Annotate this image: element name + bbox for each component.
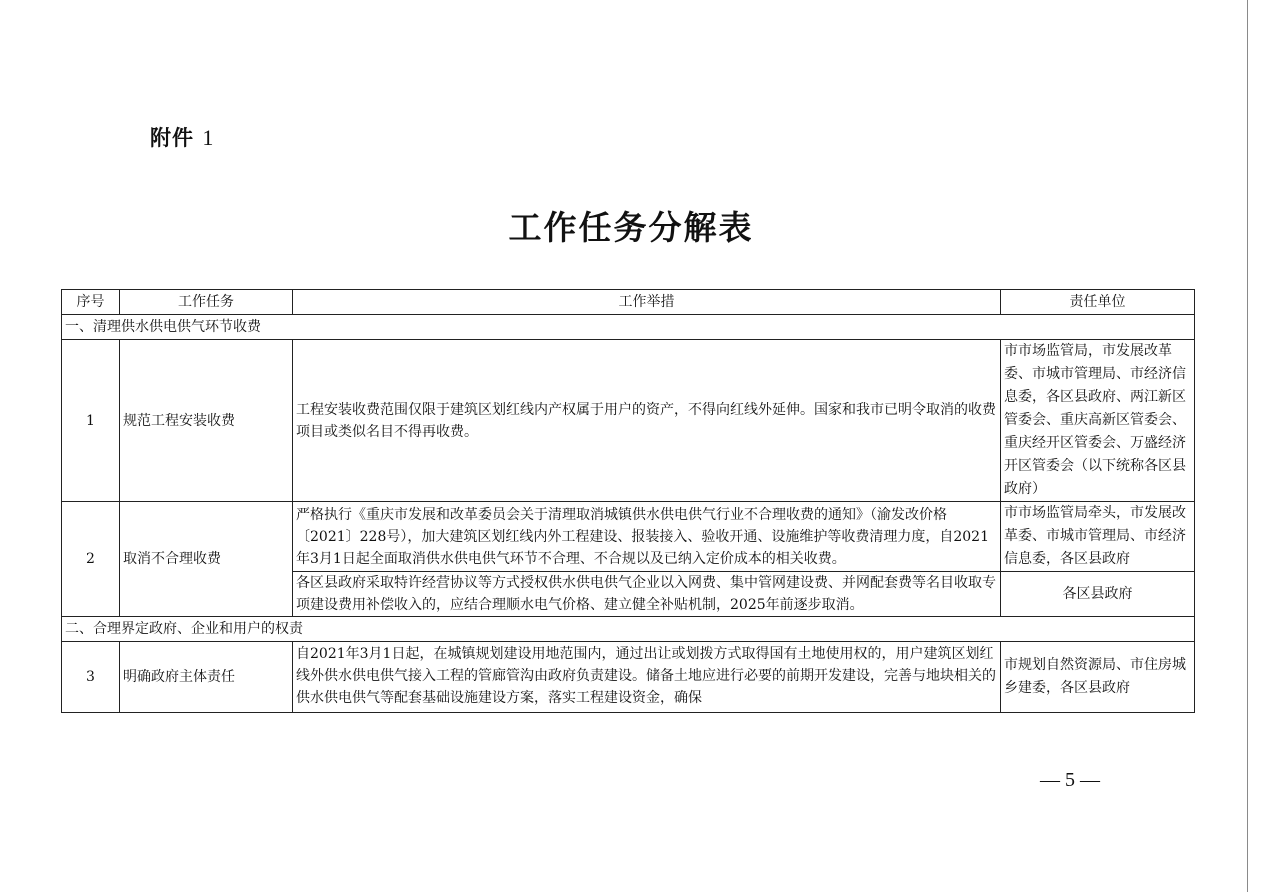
table-row [62,502,1195,572]
header-no: 序号 [62,290,120,315]
row-unit: 各区县政府 [1001,572,1195,617]
table-row [62,340,1195,502]
page-number: — 5 — [1040,769,1100,791]
attachment-number: 1 [202,125,215,150]
row-measures: 自2021年3月1日起，在城镇规划建设用地范围内，通过出让或划拨方式取得国有土地使用权的，用户建筑区划红线外供水供电供气接入工程的管廊管沟由政府负责建设。储备土地应进行必要的前期开发建设，完善与地块相关的供水供电供气等配套基础设施建设方案，落实工程建设资金，确保 [296,646,996,706]
row-measures: 各区县政府采取特许经营协议等方式授权供水供电供气企业以入网费、集中管网建设费、并网配套费等名目收取专项建设费用补偿收入的，应结合理顺水电气价格、建立健全补贴机制，2025年前逐步取消。 [293,572,1001,617]
row-number: 3 [62,642,120,713]
section-heading: 二、合理界定政府、企业和用户的权责 [62,617,1195,642]
task-breakdown-table [61,289,1195,713]
header-row [62,290,1195,315]
row-measures-cell [293,642,1001,713]
page-edge-line [1247,0,1248,892]
row-measures: 工程安装收费范围仅限于建筑区划红线内产权属于用户的资产，不得向红线外延伸。国家和我市已明令取消的收费项目或类似名目不得再收费。 [293,340,1001,502]
row-unit: 市市场监管局牵头，市发展改革委、市城市管理局、市经济信息委，各区县政府 [1001,502,1195,572]
row-unit: 市市场监管局，市发展改革委、市城市管理局、市经济信息委，各区县政府、两江新区管委会、重庆高新区管委会、重庆经开区管委会、万盛经济开区管委会（以下统称各区县政府） [1001,340,1195,502]
table-row [62,642,1195,713]
attachment-text: 附件 [150,126,194,150]
row-task: 规范工程安装收费 [120,340,293,502]
row-task: 明确政府主体责任 [120,642,293,713]
header-unit: 责任单位 [1001,290,1195,315]
row-measures: 严格执行《重庆市发展和改革委员会关于清理取消城镇供水供电供气行业不合理收费的通知》（渝发改价格〔2021〕228号），加大建筑区划红线内外工程建设、报装接入、验收开通、设施维护等收费清理力度，自2021年3月1日起全面取消供水供电供气环节不合理、不合规以及已纳入定价成本的相关收费。 [293,502,1001,572]
row-task: 取消不合理收费 [120,502,293,617]
section-row [62,315,1195,340]
section-row [62,617,1195,642]
row-number: 2 [62,502,120,617]
header-measures: 工作举措 [293,290,1001,315]
page-title: 工作任务分解表 [508,208,754,247]
row-unit: 市规划自然资源局、市住房城乡建委，各区县政府 [1001,642,1195,713]
header-task: 工作任务 [120,290,293,315]
row-number: 1 [62,340,120,502]
attachment-label [150,122,214,152]
section-heading: 一、清理供水供电供气环节收费 [62,315,1195,340]
